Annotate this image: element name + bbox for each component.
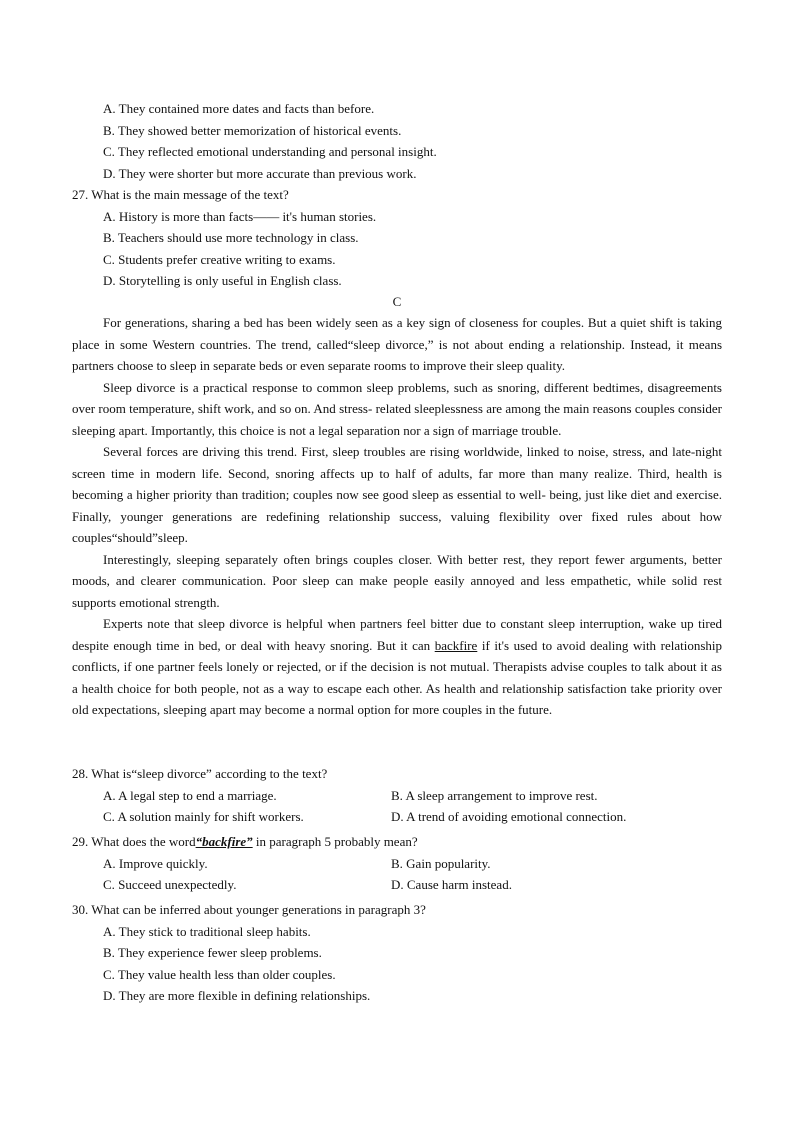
q29 <box>72 831 722 896</box>
q26-option-c[interactable]: C. They reflected emotional understanding and personal insight. <box>103 144 437 159</box>
q27-option-c[interactable]: C. Students prefer creative writing to exams. <box>103 251 336 267</box>
section-label: C <box>392 294 402 309</box>
q29-option-c[interactable]: C. Succeed unexpectedly. <box>103 877 237 892</box>
q29-options-row-2 <box>72 874 722 896</box>
q28 <box>72 763 722 828</box>
q28-options-row-2 <box>72 806 722 828</box>
q26-option-b[interactable]: B. They showed better memorization of historical events. <box>103 122 402 138</box>
q27-option-a[interactable]: A. History is more than facts—— it's human stories. <box>103 208 377 224</box>
q28-option-c[interactable]: C. A solution mainly for shift workers. <box>103 809 304 824</box>
q27-option-d[interactable]: D. Storytelling is only useful in English class. <box>103 273 342 288</box>
passage-paragraph-1: For generations, sharing a bed has been widely seen as a key sign of closeness for couples. But a quiet shift is taking place in some Western countries. The trend, called“sleep divorce,” is not about ending a relationship. Instead, it means partners choose to sleep in separate beds or even separate rooms to improve their sleep quality. <box>72 315 722 373</box>
passage-paragraph-4: Interestingly, sleeping separately often brings couples closer. With better rest, they report fewer arguments, better moods, and clearer communication. Poor sleep can make people easily annoyed and less empathetic, while solid rest supports emotional strength. <box>72 551 722 610</box>
underlined-word-backfire: backfire <box>434 637 478 653</box>
q28-options-row-1 <box>72 785 722 807</box>
paragraph-5-text-start: Experts note that sleep divorce is helpful when partners feel bitter due to constant sleep interruption, wake up tired despite enough time in bed, or deal with heavy snoring. But it can <box>72 616 722 653</box>
q27-stem: 27. What is the main message of the text? <box>72 187 289 202</box>
q30-option-b[interactable]: B. They experience fewer sleep problems. <box>103 945 322 960</box>
passage-paragraph-5 <box>72 613 722 721</box>
q29-option-d[interactable]: D. Cause harm instead. <box>391 877 512 892</box>
q30-stem: 30. What can be inferred about younger generations in paragraph 3? <box>72 902 426 917</box>
q29-stem-end: in paragraph 5 probably mean? <box>252 834 418 849</box>
q28-option-a[interactable]: A. A legal step to end a marriage. <box>103 787 277 803</box>
q29-option-b[interactable]: B. Gain popularity. <box>391 855 491 871</box>
passage-paragraph-2: Sleep divorce is a practical response to common sleep problems, such as snoring, different bedtimes, disagreements over room temperature, shift work, and so on. And stress- related sleeplessness are among the main reasons couples consider sleeping apart. Importantly, this choice is not a legal separation nor a sign of marriage trouble. <box>72 379 722 438</box>
passage <box>72 312 722 721</box>
q30-option-a[interactable]: A. They stick to traditional sleep habits. <box>103 923 311 939</box>
q27 <box>72 184 722 292</box>
passage-paragraph-3: Several forces are driving this trend. First, sleep troubles are rising worldwide, linked to noise, stress, and late-night screen time in modern life. Second, snoring affects up to half of adults, far more than many realize. Third, health is becoming a higher priority than tradition; couples now see good sleep as essential to well- being, just like diet and exercise. Finally, younger generations are redefining relationship success, valuing flexibility over fixed rules about how couples“should”sleep. <box>72 444 722 545</box>
q26-options <box>72 98 722 184</box>
q29-stem-start: 29. What does the word <box>72 834 196 849</box>
q28-option-d[interactable]: D. A trend of avoiding emotional connection. <box>391 809 627 824</box>
q28-option-b[interactable]: B. A sleep arrangement to improve rest. <box>391 787 598 803</box>
q29-stem <box>72 831 722 853</box>
q29-options-row-1 <box>72 853 722 875</box>
q29-option-a[interactable]: A. Improve quickly. <box>103 855 208 871</box>
q30-option-d[interactable]: D. They are more flexible in defining relationships. <box>103 988 371 1003</box>
q27-option-b[interactable]: B. Teachers should use more technology in class. <box>103 230 359 245</box>
q30-option-c[interactable]: C. They value health less than older couples. <box>103 966 336 982</box>
q26-option-d[interactable]: D. They were shorter but more accurate than previous work. <box>103 165 417 181</box>
paragraph-5-text-end: if it's used to avoid dealing with relationship conflicts, if one partner feels lonely or rejected, or if the decision is not mutual. Therapists advise couples to talk about it as a health choice for both people, not as a way to escape each other. As health and relationship satisfaction take priority over old expectations, sleeping apart may become a normal option for more couples in the future. <box>72 637 723 717</box>
q28-stem: 28. What is“sleep divorce” according to the text? <box>72 766 328 781</box>
q29-keyword: “backfire” <box>195 834 253 849</box>
q30 <box>72 899 722 1007</box>
q26-option-a[interactable]: A. They contained more dates and facts than before. <box>103 101 375 116</box>
